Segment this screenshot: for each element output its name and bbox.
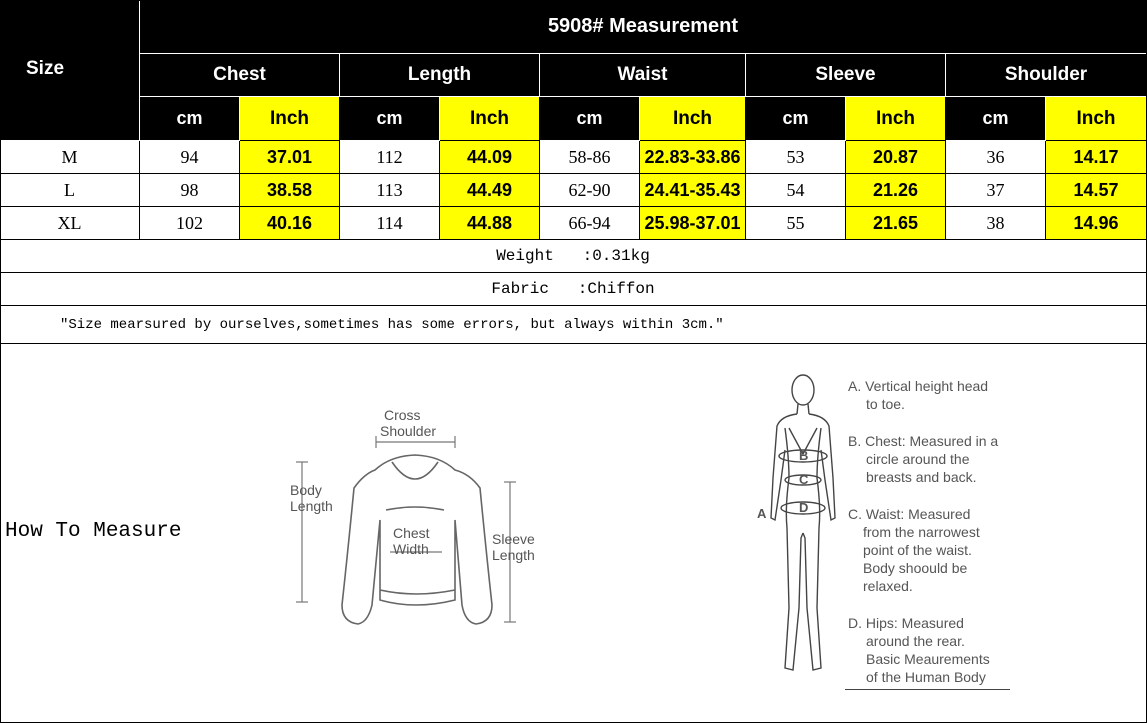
group-chest: Chest: [140, 54, 340, 97]
table-cell: 112: [340, 141, 440, 174]
unit-inch: Inch: [1046, 97, 1147, 141]
weight-row: Weight :0.31kg: [0, 240, 1147, 273]
size-header: [0, 0, 140, 141]
table-cell: 37.01: [240, 141, 340, 174]
row-size-label: L: [0, 174, 140, 207]
table-cell: 14.57: [1046, 174, 1147, 207]
table-cell: 38: [946, 207, 1046, 240]
label-d: D: [799, 500, 809, 515]
body-length-label: Body: [290, 482, 322, 498]
chest-width-label: Chest: [393, 525, 430, 541]
group-shoulder: Shoulder: [946, 54, 1147, 97]
unit-cm: cm: [946, 97, 1046, 141]
body-note-a: A. Vertical height head to toe.: [848, 378, 989, 412]
body-note-c: C. Waist: Measured from the narrowest point of the waist. Body shoould be relaxed.: [848, 506, 980, 594]
size-header-label: Size: [26, 58, 65, 79]
unit-cm: cm: [340, 97, 440, 141]
unit-cm: cm: [140, 97, 240, 141]
body-baseline: [845, 689, 1010, 690]
group-length: Length: [340, 54, 540, 97]
table-cell: 22.83-33.86: [640, 141, 746, 174]
unit-cm: cm: [746, 97, 846, 141]
table-cell: 44.88: [440, 207, 540, 240]
row-size-label: XL: [0, 207, 140, 240]
table-cell: 113: [340, 174, 440, 207]
row-size-label: M: [0, 141, 140, 174]
table-cell: 66-94: [540, 207, 640, 240]
table-cell: 38.58: [240, 174, 340, 207]
label-b: B: [799, 448, 809, 463]
table-cell: 21.65: [846, 207, 946, 240]
table-cell: 94: [140, 141, 240, 174]
table-cell: 20.87: [846, 141, 946, 174]
how-to-measure-label: How To Measure: [5, 520, 182, 543]
unit-inch: Inch: [846, 97, 946, 141]
body-measure-diagram: [745, 368, 845, 688]
table-cell: 24.41-35.43: [640, 174, 746, 207]
cross-shoulder-label: Shoulder: [380, 423, 437, 439]
table-cell: 25.98-37.01: [640, 207, 746, 240]
unit-inch: Inch: [440, 97, 540, 141]
table-cell: 102: [140, 207, 240, 240]
body-note-b: B. Chest: Measured in a circle around the breasts and back.: [848, 433, 999, 485]
measurement-note: "Size mearsured by ourselves,sometimes has some errors, but always within 3cm.": [0, 306, 1147, 344]
table-cell: 14.17: [1046, 141, 1147, 174]
table-cell: 114: [340, 207, 440, 240]
sleeve-length-label: Length: [492, 547, 535, 563]
table-cell: 21.26: [846, 174, 946, 207]
table-cell: 98: [140, 174, 240, 207]
unit-inch: Inch: [640, 97, 746, 141]
table-cell: 44.09: [440, 141, 540, 174]
chest-width-label: Width: [393, 541, 429, 557]
group-waist: Waist: [540, 54, 746, 97]
table-cell: 58-86: [540, 141, 640, 174]
table-cell: 36: [946, 141, 1046, 174]
unit-inch: Inch: [240, 97, 340, 141]
table-cell: 14.96: [1046, 207, 1147, 240]
cross-shoulder-label: Cross: [384, 407, 421, 423]
label-c: C: [799, 472, 809, 487]
label-a: A: [757, 506, 767, 521]
table-cell: 44.49: [440, 174, 540, 207]
fabric-row: Fabric :Chiffon: [0, 273, 1147, 306]
table-cell: 53: [746, 141, 846, 174]
table-cell: 62-90: [540, 174, 640, 207]
sleeve-length-label: Sleeve: [492, 531, 535, 547]
table-cell: 40.16: [240, 207, 340, 240]
sweater-measure-diagram: [280, 400, 560, 640]
table-cell: 55: [746, 207, 846, 240]
table-cell: 37: [946, 174, 1046, 207]
table-title: 5908# Measurement: [140, 0, 1147, 54]
body-note-d: D. Hips: Measured around the rear. Basic Meaurements of the Human Body: [848, 615, 990, 685]
unit-cm: cm: [540, 97, 640, 141]
group-sleeve: Sleeve: [746, 54, 946, 97]
table-cell: 54: [746, 174, 846, 207]
body-length-label: Length: [290, 498, 333, 514]
